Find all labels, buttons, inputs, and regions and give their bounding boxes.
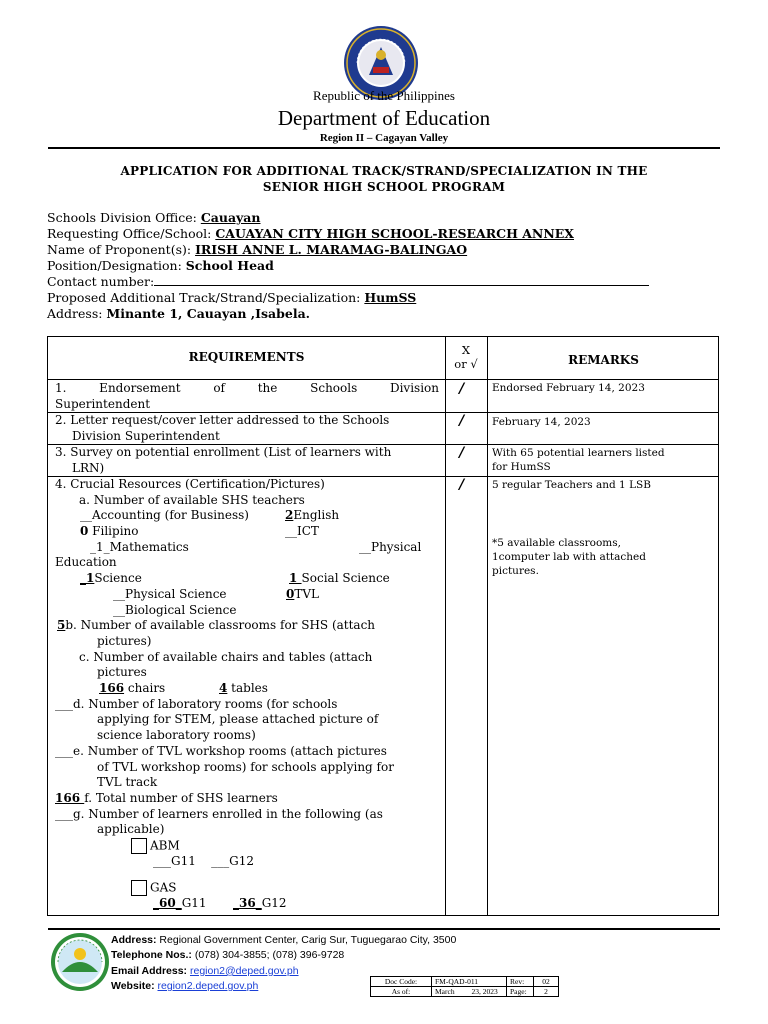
requirement-2-line2: Division Superintendent (72, 428, 220, 443)
row-divider-header (48, 379, 718, 380)
col-divider-1 (445, 337, 446, 915)
item-e-cont2: TVL track (97, 775, 158, 790)
abm-grades: ___G11 ___G12 (153, 854, 254, 869)
chairs-item (99, 681, 165, 697)
col-divider-2 (487, 337, 488, 915)
republic-label: Republic of the Philippines (313, 88, 455, 103)
footer-telephone (111, 948, 456, 963)
footer-address-label: Address: (111, 934, 157, 946)
item-d-cont1: applying for STEM, please attached picture of (97, 712, 379, 727)
item-e-workshops: ___e. Number of TVL workshop rooms (attach pictures (55, 743, 387, 758)
position-value: School Head (185, 258, 274, 273)
filipino-label: Filipino (88, 524, 139, 539)
as-of-value: March 23, 2023 (432, 987, 507, 997)
check-mark-4: / (459, 477, 465, 493)
tvl-count: 0 (286, 586, 295, 601)
english-label: English (293, 508, 340, 523)
sdo-label: Schools Division Office: (47, 210, 201, 225)
social-science-count: 1 (289, 571, 302, 586)
gas-g11-label: G11 (181, 896, 207, 911)
proposed-label: Proposed Additional Track/Strand/Specialization: (47, 290, 365, 305)
requirement-3-line2: LRN) (72, 460, 105, 475)
address-row (47, 306, 727, 322)
requirement-4 (55, 477, 439, 912)
item-c-cont: pictures (97, 665, 147, 680)
footer-email-label: Email Address: (111, 964, 188, 977)
gas-checkbox[interactable] (131, 880, 147, 896)
item-b-label: b. Number of available classrooms for SHS (attach (65, 618, 376, 633)
chairs-count: 166 (99, 681, 125, 696)
physical-science-item: __Physical Science (113, 586, 227, 601)
gas-g11 (153, 896, 207, 912)
requirement-4-title: 4. Crucial Resources (Certification/Pictures) (55, 477, 325, 491)
proponent-row (47, 242, 727, 258)
gas-g12-label: G12 (261, 896, 287, 911)
footer-web-label: Website: (111, 980, 155, 993)
english-count: 2 (285, 508, 294, 523)
gas-grades (55, 896, 439, 912)
social-science-item (289, 571, 390, 587)
office-label: Requesting Office/School: (47, 226, 216, 241)
item-e-cont1: of TVL workshop rooms) for schools applying for (97, 759, 394, 774)
requirements-table (47, 336, 719, 916)
form-title (60, 163, 708, 195)
remark-3-line1: With 65 potential learners listed (492, 447, 665, 459)
remark-2: February 14, 2023 (492, 416, 591, 428)
item-d-cont2: science laboratory rooms) (97, 728, 256, 743)
english-item (285, 508, 339, 524)
tvl-item (286, 587, 319, 603)
doc-control-table (370, 976, 559, 997)
gas-g11-count: _60_ (153, 896, 182, 911)
sdo-value: Cauayan (200, 210, 261, 225)
item-c-chairs: c. Number of available chairs and tables (attach (79, 649, 373, 664)
item-g-cont: applicable) (97, 822, 165, 837)
requirement-1 (55, 381, 439, 412)
or-check-header: or √ (454, 357, 478, 371)
remark-3 (492, 446, 665, 474)
gas-g12 (233, 896, 287, 912)
remark-3-line2: for HumSS (492, 461, 551, 473)
check-mark-1: / (459, 381, 465, 397)
teachers-row-2 (55, 524, 439, 540)
page-value: 2 (534, 987, 559, 997)
gas-label: GAS (150, 880, 177, 895)
proposed-row (47, 290, 727, 306)
gas-row (55, 880, 439, 896)
requirement-3-line1: 3. Survey on potential enrollment (List of learners with (55, 445, 392, 459)
item-f-total (55, 791, 439, 807)
rev-value: 02 (534, 977, 559, 987)
pe-item-cont: Education (55, 555, 117, 570)
form-title-line1: APPLICATION FOR ADDITIONAL TRACK/STRAND/SPECIALIZATION IN THE (120, 164, 648, 178)
accounting-item: __Accounting (for Business) (80, 508, 249, 523)
science-count: _1 (80, 571, 95, 586)
abm-checkbox[interactable] (131, 838, 147, 854)
requirement-3 (55, 445, 439, 476)
chairs-tables-row (55, 681, 439, 697)
footer-address-value: Regional Government Center, Carig Sur, Tuguegarao City, 3500 (156, 934, 457, 946)
check-mark-2: / (459, 413, 465, 429)
remark-4-line1: *5 available classrooms, (492, 537, 621, 549)
item-g-enrolled: ___g. Number of learners enrolled in the following (as (55, 806, 383, 821)
rev-label: Rev: (507, 977, 534, 987)
x-header: X (461, 343, 471, 357)
proponent-value: IRISH ANNE L. MARAMAG-BALINGAO (195, 242, 468, 257)
tables-label: tables (227, 681, 268, 696)
sdo-row (47, 210, 727, 226)
total-learners-count: 166 (55, 790, 85, 805)
website-link[interactable]: region2.deped.gov.ph (157, 980, 259, 993)
remark-4-classrooms (492, 536, 646, 578)
classrooms-count: 5 (57, 618, 66, 633)
remark-4-line2: 1computer lab with attached (492, 551, 646, 563)
tables-count: 4 (219, 681, 228, 696)
page-label: Page: (507, 987, 534, 997)
teachers-row-1 (55, 508, 439, 524)
remarks-header: REMARKS (568, 353, 639, 367)
region-seal (50, 932, 110, 992)
contact-row (47, 274, 727, 290)
email-link[interactable]: region2@deped.gov.ph (189, 964, 299, 977)
contact-blank (154, 274, 649, 286)
doc-code-value: FM-QAD-011 (432, 977, 507, 987)
department-title: Department of Education (277, 106, 491, 130)
teachers-row-3 (55, 540, 439, 556)
footer-address (111, 933, 456, 948)
item-b-classrooms (55, 618, 439, 634)
remark-1: Endorsed February 14, 2023 (492, 382, 645, 394)
requirement-1-line1: 1. Endorsement of the Schools Division (55, 381, 439, 395)
office-value: CAUAYAN CITY HIGH SCHOOL-RESEARCH ANNEX (215, 226, 575, 241)
teachers-row-4 (55, 571, 439, 587)
applicant-info (47, 210, 727, 322)
header-divider (48, 147, 720, 149)
chairs-label: chairs (124, 681, 166, 696)
biological-science-item: __Biological Science (113, 602, 237, 617)
item-a-teachers: a. Number of available SHS teachers (79, 492, 305, 507)
mathematics-item: _1_Mathematics (90, 539, 189, 554)
filipino-count: 0 (80, 524, 89, 539)
pe-item: __Physical (359, 539, 422, 554)
check-mark-3: / (459, 445, 465, 461)
item-f-label: f. Total number of SHS learners (84, 790, 278, 805)
proposed-value: HumSS (364, 290, 417, 305)
social-science-label: Social Science (301, 571, 390, 586)
ict-item: __ICT (285, 524, 319, 539)
contact-label: Contact number: (47, 274, 155, 289)
position-row (47, 258, 727, 274)
footer-tel-value: (078) 304-3855; (078) 396-9728 (191, 949, 345, 962)
gas-g12-count: _36_ (233, 896, 262, 911)
requirement-1-line2: Superintendent (55, 396, 151, 411)
requirement-2-line1: 2. Letter request/cover letter addressed to the Schools (55, 413, 390, 427)
as-of-label: As of: (371, 987, 432, 997)
region-label: Region II – Cagayan Valley (319, 132, 449, 144)
tvl-label: TVL (294, 586, 319, 601)
item-b-cont: pictures) (97, 633, 152, 648)
requirement-2 (55, 413, 439, 444)
item-d-labs: ___d. Number of laboratory rooms (for schools (55, 696, 338, 711)
tables-item (219, 681, 268, 697)
proponent-label: Name of Proponent(s): (47, 242, 196, 257)
form-title-line2: SENIOR HIGH SCHOOL PROGRAM (262, 180, 506, 194)
x-or-check-header (445, 343, 487, 371)
office-row (47, 226, 727, 242)
footer-divider (48, 928, 720, 930)
science-label: Science (94, 571, 142, 586)
requirements-header: REQUIREMENTS (188, 350, 305, 364)
footer-tel-label: Telephone Nos.: (111, 949, 192, 962)
address-value: Minante 1, Cauayan ,Isabela. (106, 306, 311, 321)
position-label: Position/Designation: (47, 258, 186, 273)
remark-4-line3: pictures. (492, 565, 539, 577)
remark-4-teachers: 5 regular Teachers and 1 LSB (492, 479, 651, 491)
science-item (80, 571, 142, 587)
spacer (55, 870, 439, 880)
abm-label: ABM (150, 838, 180, 853)
doc-code-label: Doc Code: (371, 977, 432, 987)
filipino-item (80, 524, 139, 540)
teachers-row-5 (55, 587, 439, 603)
abm-row (55, 838, 439, 854)
address-label: Address: (47, 306, 107, 321)
